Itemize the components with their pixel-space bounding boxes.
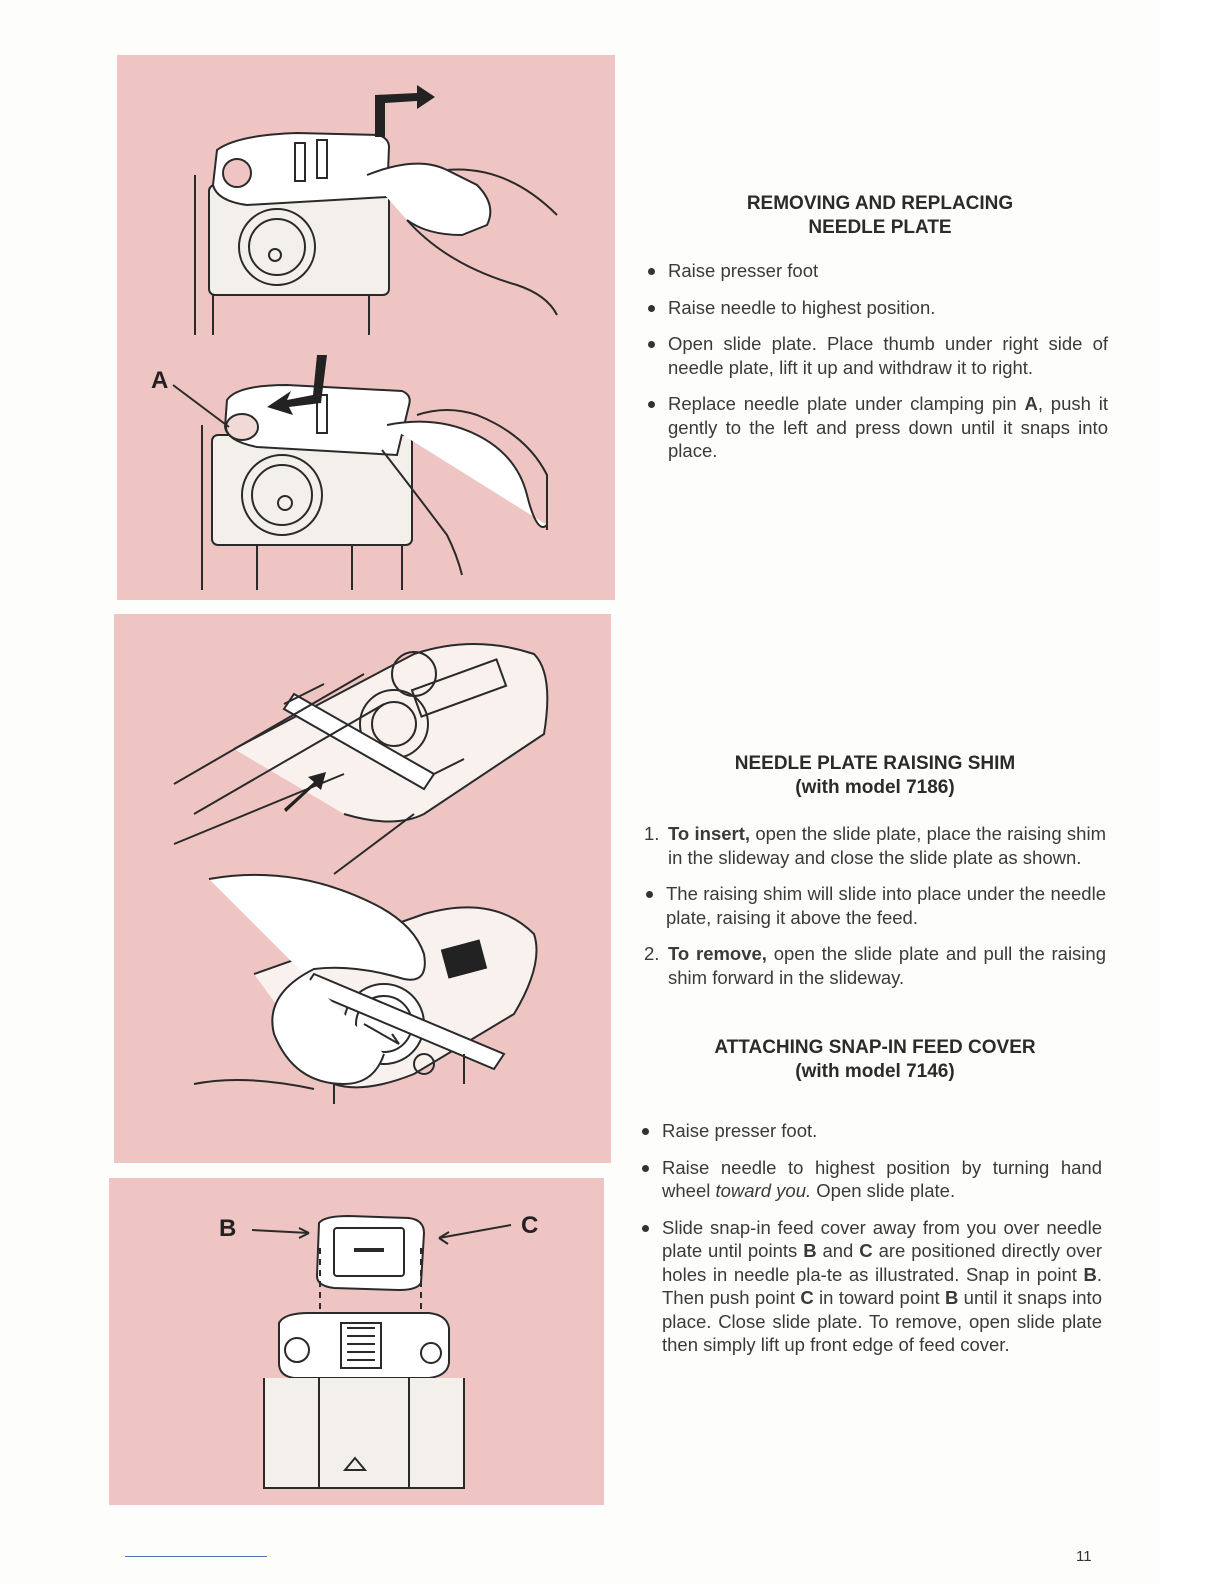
steps-snap-in-feed-cover [640, 1119, 1102, 1370]
illustration-removing-needle-plate [117, 55, 615, 600]
page-margin [1160, 0, 1224, 1584]
heading-removing-replacing: REMOVING AND REPLACING NEEDLE PLATE [746, 193, 1014, 238]
list-item: Replace needle plate under clamping pin A, push it gently to the left and press down until it snaps into place. [646, 392, 1108, 463]
steps-raising-shim [644, 822, 1106, 1002]
list-item: 1. To insert, open the slide plate, place the raising shim in the slideway and close the slide plate as shown. [644, 823, 1106, 868]
label-c: C [521, 1212, 539, 1239]
needle-plate-removal-drawing [117, 55, 615, 600]
feed-cover-drawing [109, 1178, 604, 1505]
list-item: Open slide plate. Place thumb under right side of needle plate, lift it up and withdraw it to right. [646, 332, 1108, 379]
list-item: Raise presser foot. [640, 1119, 1102, 1143]
heading-snap-in-feed-cover: ATTACHING SNAP-IN FEED COVER (with model 7146) [714, 1037, 1036, 1082]
raising-shim-drawing [114, 614, 611, 1163]
illustration-snap-in-feed-cover [109, 1178, 604, 1505]
list-item: 2. To remove, open the slide plate and pull the raising shim forward in the slideway. [644, 943, 1106, 988]
label-b: B [219, 1215, 237, 1242]
heading-raising-shim: NEEDLE PLATE RAISING SHIM (with model 7186) [734, 753, 1016, 798]
list-item: The raising shim will slide into place under the needle plate, raising it above the feed. [644, 882, 1106, 929]
list-item: Slide snap-in feed cover away from you over needle plate until points B and C are positioned directly over holes in needle pla-te as illustrated. Snap in point B. Then push point C in toward point B until it snaps into place. Close slide plate. To remove, open slide plate then simply lift up front edge of feed cover. [640, 1216, 1102, 1357]
page-number: 11 [1076, 1548, 1092, 1565]
illustration-raising-shim [114, 614, 611, 1163]
footer-rule [125, 1556, 267, 1557]
label-a: A [151, 367, 169, 394]
steps-removing-replacing [646, 259, 1108, 476]
list-item: Raise presser foot [646, 259, 1108, 283]
list-item: Raise needle to highest position. [646, 296, 1108, 320]
list-item: Raise needle to highest position by turning hand wheel toward you. Open slide plate. [640, 1156, 1102, 1203]
